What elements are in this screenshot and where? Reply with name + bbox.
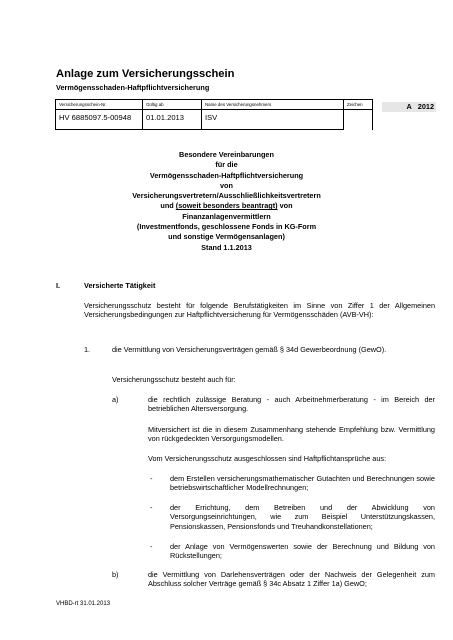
item-a-coinsured-text: Mitversichert ist die in diesem Zusammenhang stehende Empfehlung bzw. Vermittlung von rückgedeckten Versorgungsmodellen. [148, 425, 435, 444]
dash-bullet: - [150, 474, 153, 483]
heading-line [40, 201, 413, 211]
annex-badge [382, 102, 436, 112]
heading-line: Vermögensschaden-Haftpflichtversicherung [149, 170, 304, 180]
heading-line: von [220, 180, 233, 190]
document-subtitle: Vermögensschaden-Haftpflichtversicherung [56, 83, 210, 92]
dash-bullet: - [150, 503, 153, 512]
section-number: I. [56, 281, 61, 290]
heading-line: für die [215, 160, 238, 170]
exclusion-item-1: dem Erstellen versicherungsmathematischer Gutachten und Berechnungen sowie betriebswirtschaftlicher Modellrechnungen; [170, 474, 435, 493]
special-agreements-heading [40, 150, 413, 253]
value-policyholder-name: ISV [202, 110, 344, 130]
item-a-exclusions-text: Vom Versicherungsschutz ausgeschlossen sind Haftpflichtansprüche aus: [148, 454, 387, 463]
item-b-text: die Vermittlung von Darlehensverträgen oder der Nachweis der Gelegenheit zum Abschluss solcher Verträge gemäß § 34c Absatz 1 Ziffer 1a) GewO; [148, 570, 435, 589]
heading-line: Finanzanlagenvermittlern [182, 211, 271, 221]
value-valid-from: 01.01.2013 [143, 110, 202, 130]
heading-word-und: und [160, 201, 174, 211]
document-title: Anlage zum Versicherungsschein [56, 68, 235, 80]
badge-year: 2012 [417, 102, 434, 111]
section-intro-paragraph: Versicherungsschutz besteht für folgende Berufstätigkeiten im Sinne von Ziffer 1 der Allgemeinen Versicherungsbedingungen zur Haftpflichtversicherung für Vermögensschäden (AVB-VH): [84, 301, 435, 320]
also-covered-text: Versicherungsschutz besteht auch für: [112, 375, 236, 384]
exclusion-item-2: der Errichtung, dem Betreiben und der Abwicklung von Versorgungseinrichtungen, wie zum Beispiel Unterstützungskassen, Pensionskassen, Pensionsfonds und Treuhandkonstellationen; [170, 503, 435, 531]
heading-underlined-phrase: (soweit besonders beantragt) [175, 201, 278, 211]
heading-line: Besondere Vereinbarungen [179, 150, 274, 159]
item-a-text: die rechtlich zulässige Beratung - auch Arbeitnehmerberatung - im Bereich der betrieblichen Altersversorgung. [148, 395, 435, 414]
heading-line: und sonstige Vermögensanlagen) [168, 232, 285, 242]
section-title: Versicherte Tätigkeit [84, 281, 156, 290]
value-policy-number: HV 6885097.5-00948 [56, 110, 143, 130]
heading-line: (Investmentfonds, geschlossene Fonds in KG-Form [136, 222, 317, 232]
dash-bullet: - [150, 542, 153, 551]
item-1-text: die Vermittlung von Versicherungsverträgen gemäß § 34d Gewerbeordnung (GewO). [112, 345, 387, 354]
label-reference: Zeichen [344, 100, 373, 110]
exclusion-item-3: der Anlage von Vermögenswerten sowie der Berechnung und Bildung von Rückstellungen; [170, 542, 435, 561]
heading-word-von: von [279, 201, 293, 211]
value-reference [344, 110, 373, 130]
heading-line: Versicherungsvertretern/Ausschließlichkeitsvertretern [132, 191, 321, 201]
badge-letter: A [406, 102, 412, 111]
policy-header-table [55, 99, 373, 130]
label-valid-from: Gültig ab [143, 100, 202, 110]
item-b-letter: b) [112, 570, 119, 579]
label-policyholder-name: Name des Versicherungsnehmers [202, 100, 344, 110]
heading-line: Stand 1.1.2013 [201, 242, 252, 252]
item-1-number: 1. [84, 345, 91, 354]
item-a-letter: a) [112, 395, 119, 404]
label-policy-number: Versicherungsschein-Nr. [56, 100, 143, 110]
document-footer: VHBD-rt 31.01.2013 [56, 601, 111, 607]
